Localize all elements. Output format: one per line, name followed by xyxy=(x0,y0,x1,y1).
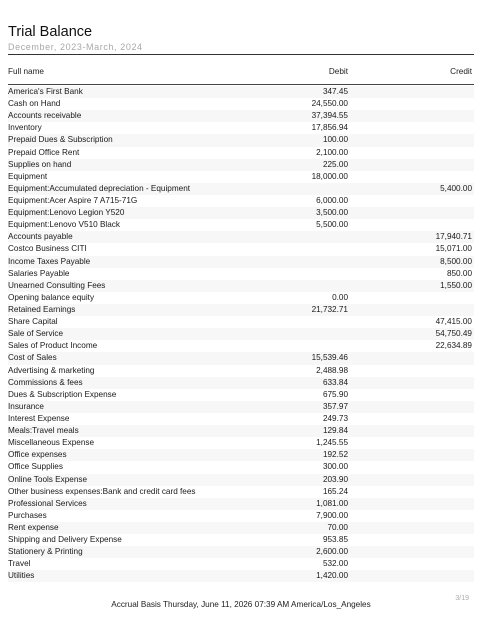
debit-cell xyxy=(270,183,348,195)
report-period: December, 2023-March, 2024 xyxy=(8,42,143,52)
table-row xyxy=(8,231,474,243)
credit-cell xyxy=(348,365,474,377)
header-divider xyxy=(8,54,474,55)
table-body xyxy=(8,86,474,582)
debit-cell: 2,600.00 xyxy=(316,547,348,557)
table-header-divider xyxy=(8,84,474,85)
debit-cell: 129.84 xyxy=(322,426,348,436)
account-name-cell: Sale of Service xyxy=(8,329,64,339)
credit-cell xyxy=(348,86,474,98)
account-name-cell: Equipment xyxy=(8,171,48,181)
credit-cell: 15,071.00 xyxy=(435,244,472,254)
account-name-cell: Supplies on hand xyxy=(8,159,72,169)
column-header-debit: Debit xyxy=(328,67,348,76)
debit-cell xyxy=(270,231,348,243)
debit-cell: 249.73 xyxy=(322,413,348,423)
table-row xyxy=(8,86,474,98)
debit-cell: 203.90 xyxy=(322,474,348,484)
debit-cell: 1,245.55 xyxy=(316,438,348,448)
debit-cell: 100.00 xyxy=(322,135,348,145)
table-row xyxy=(8,159,474,171)
account-name-cell: Equipment:Accumulated depreciation - Equipment xyxy=(8,183,191,193)
account-name-cell: America's First Bank xyxy=(8,87,83,96)
credit-cell: 17,940.71 xyxy=(435,232,472,242)
account-name-cell: Other business expenses:Bank and credit card fees xyxy=(8,486,196,496)
table-header-row xyxy=(8,66,474,78)
column-header-name: Full name xyxy=(8,67,44,76)
credit-cell xyxy=(348,389,474,401)
credit-cell xyxy=(348,352,474,364)
credit-cell: 54,750.49 xyxy=(435,329,472,339)
debit-cell: 2,100.00 xyxy=(316,147,348,157)
debit-cell: 70.00 xyxy=(327,522,348,532)
account-name-cell: Salaries Payable xyxy=(8,268,70,278)
table-row xyxy=(8,304,474,316)
table-row xyxy=(8,256,474,268)
account-name-cell: Rent expense xyxy=(8,522,59,532)
debit-cell: 300.00 xyxy=(322,462,348,472)
debit-cell: 7,900.00 xyxy=(316,510,348,520)
table-row xyxy=(8,425,474,437)
debit-cell xyxy=(270,316,348,328)
table-row xyxy=(8,546,474,558)
credit-cell xyxy=(348,486,474,498)
table-row xyxy=(8,280,474,292)
account-name-cell: Cash on Hand xyxy=(8,99,61,109)
debit-cell xyxy=(270,243,348,255)
debit-cell: 953.85 xyxy=(322,535,348,545)
account-name-cell: Stationery & Printing xyxy=(8,547,83,557)
debit-cell xyxy=(270,328,348,340)
credit-cell xyxy=(348,534,474,546)
debit-cell: 5,500.00 xyxy=(316,220,348,230)
account-name-cell: Shipping and Delivery Expense xyxy=(8,535,122,545)
account-name-cell: Income Taxes Payable xyxy=(8,256,91,266)
credit-cell xyxy=(348,570,474,582)
debit-cell: 225.00 xyxy=(322,159,348,169)
account-name-cell: Office Supplies xyxy=(8,462,63,472)
table-row xyxy=(8,377,474,389)
table-row xyxy=(8,570,474,582)
debit-cell: 675.90 xyxy=(322,389,348,399)
account-name-cell: Purchases xyxy=(8,510,47,520)
debit-cell: 17,856.94 xyxy=(311,123,348,133)
table-row xyxy=(8,534,474,546)
credit-cell xyxy=(348,401,474,413)
credit-cell xyxy=(348,195,474,207)
table-row xyxy=(8,207,474,219)
report-title: Trial Balance xyxy=(8,24,93,40)
debit-cell: 633.84 xyxy=(322,377,348,387)
debit-cell xyxy=(270,256,348,268)
table-row xyxy=(8,340,474,352)
table-row xyxy=(8,328,474,340)
debit-cell: 192.52 xyxy=(322,450,348,460)
account-name-cell: Unearned Consulting Fees xyxy=(8,280,106,290)
credit-cell xyxy=(348,474,474,486)
debit-cell: 24,550.00 xyxy=(311,99,348,109)
account-name-cell: Advertising & marketing xyxy=(8,365,95,375)
credit-cell xyxy=(348,558,474,570)
credit-cell xyxy=(348,546,474,558)
account-name-cell: Sales of Product Income xyxy=(8,341,98,351)
credit-cell xyxy=(348,377,474,389)
account-name-cell: Dues & Subscription Expense xyxy=(8,389,117,399)
account-name-cell: Professional Services xyxy=(8,498,87,508)
credit-cell xyxy=(348,437,474,449)
table-row xyxy=(8,147,474,159)
credit-cell: 22,634.89 xyxy=(435,341,472,351)
credit-cell xyxy=(348,413,474,425)
debit-cell: 3,500.00 xyxy=(316,208,348,218)
credit-cell xyxy=(348,498,474,510)
table-row xyxy=(8,522,474,534)
debit-cell xyxy=(270,268,348,280)
table-row xyxy=(8,352,474,364)
debit-cell: 347.45 xyxy=(322,87,348,96)
credit-cell: 1,550.00 xyxy=(440,280,472,290)
account-name-cell: Travel xyxy=(8,559,31,569)
account-name-cell: Retained Earnings xyxy=(8,304,76,314)
table-row xyxy=(8,243,474,255)
credit-cell xyxy=(348,207,474,219)
credit-cell xyxy=(348,98,474,110)
table-row xyxy=(8,498,474,510)
credit-cell xyxy=(348,219,474,231)
account-name-cell: Accounts payable xyxy=(8,232,73,242)
account-name-cell: Prepaid Office Rent xyxy=(8,147,80,157)
page-number: 3/19 xyxy=(455,595,469,602)
debit-cell xyxy=(270,340,348,352)
credit-cell xyxy=(348,122,474,134)
report-footer: Accrual Basis Thursday, June 11, 2026 07:39 AM America/Los_Angeles xyxy=(111,600,371,609)
debit-cell: 6,000.00 xyxy=(316,195,348,205)
credit-cell xyxy=(348,159,474,171)
table-row xyxy=(8,510,474,522)
account-name-cell: Insurance xyxy=(8,401,44,411)
debit-cell: 18,000.00 xyxy=(311,171,348,181)
account-name-cell: Meals:Travel meals xyxy=(8,426,79,436)
debit-cell: 1,420.00 xyxy=(316,571,348,581)
account-name-cell: Utilities xyxy=(8,571,35,581)
credit-cell xyxy=(348,147,474,159)
debit-cell: 532.00 xyxy=(322,559,348,569)
debit-cell: 0.00 xyxy=(332,292,348,302)
credit-cell xyxy=(348,425,474,437)
table-row xyxy=(8,413,474,425)
account-name-cell: Equipment:Lenovo Legion Y520 xyxy=(8,208,125,218)
credit-cell: 850.00 xyxy=(446,268,472,278)
account-name-cell: Cost of Sales xyxy=(8,353,57,363)
credit-cell xyxy=(348,510,474,522)
report-header xyxy=(8,24,474,52)
table-row xyxy=(8,171,474,183)
credit-cell xyxy=(348,110,474,122)
table-row xyxy=(8,195,474,207)
debit-cell: 15,539.46 xyxy=(311,353,348,363)
account-name-cell: Accounts receivable xyxy=(8,111,82,121)
account-name-cell: Commissions & fees xyxy=(8,377,83,387)
debit-cell xyxy=(270,280,348,292)
table-row xyxy=(8,474,474,486)
credit-cell: 5,400.00 xyxy=(440,183,472,193)
table-row xyxy=(8,401,474,413)
account-name-cell: Prepaid Dues & Subscription xyxy=(8,135,113,145)
table-row xyxy=(8,292,474,304)
trial-balance-table xyxy=(8,66,474,582)
account-name-cell: Costco Business CITI xyxy=(8,244,87,254)
account-name-cell: Online Tools Expense xyxy=(8,474,88,484)
table-row xyxy=(8,110,474,122)
table-row xyxy=(8,316,474,328)
account-name-cell: Miscellaneous Expense xyxy=(8,438,95,448)
account-name-cell: Equipment:Acer Aspire 7 A715-71G xyxy=(8,195,138,205)
table-row xyxy=(8,365,474,377)
debit-cell: 37,394.55 xyxy=(311,111,348,121)
debit-cell: 2,488.98 xyxy=(316,365,348,375)
credit-cell xyxy=(348,171,474,183)
account-name-cell: Inventory xyxy=(8,123,42,133)
account-name-cell: Opening balance equity xyxy=(8,292,95,302)
credit-cell: 47,415.00 xyxy=(435,317,472,327)
table-row xyxy=(8,389,474,401)
table-row xyxy=(8,461,474,473)
debit-cell: 1,081.00 xyxy=(316,498,348,508)
debit-cell: 357.97 xyxy=(322,401,348,411)
account-name-cell: Share Capital xyxy=(8,317,58,327)
table-row xyxy=(8,134,474,146)
table-row xyxy=(8,268,474,280)
table-row xyxy=(8,449,474,461)
credit-cell xyxy=(348,449,474,461)
credit-cell xyxy=(348,461,474,473)
credit-cell xyxy=(348,304,474,316)
credit-cell: 8,500.00 xyxy=(440,256,472,266)
account-name-cell: Office expenses xyxy=(8,450,67,460)
table-row xyxy=(8,558,474,570)
table-row xyxy=(8,486,474,498)
debit-cell: 165.24 xyxy=(322,486,348,496)
account-name-cell: Equipment:Lenovo V510 Black xyxy=(8,220,120,230)
table-row xyxy=(8,219,474,231)
table-row xyxy=(8,437,474,449)
table-row xyxy=(8,98,474,110)
column-header-credit: Credit xyxy=(450,67,472,76)
table-row xyxy=(8,183,474,195)
table-row xyxy=(8,122,474,134)
credit-cell xyxy=(348,134,474,146)
credit-cell xyxy=(348,522,474,534)
credit-cell xyxy=(348,292,474,304)
debit-cell: 21,732.71 xyxy=(311,304,348,314)
account-name-cell: Interest Expense xyxy=(8,413,70,423)
